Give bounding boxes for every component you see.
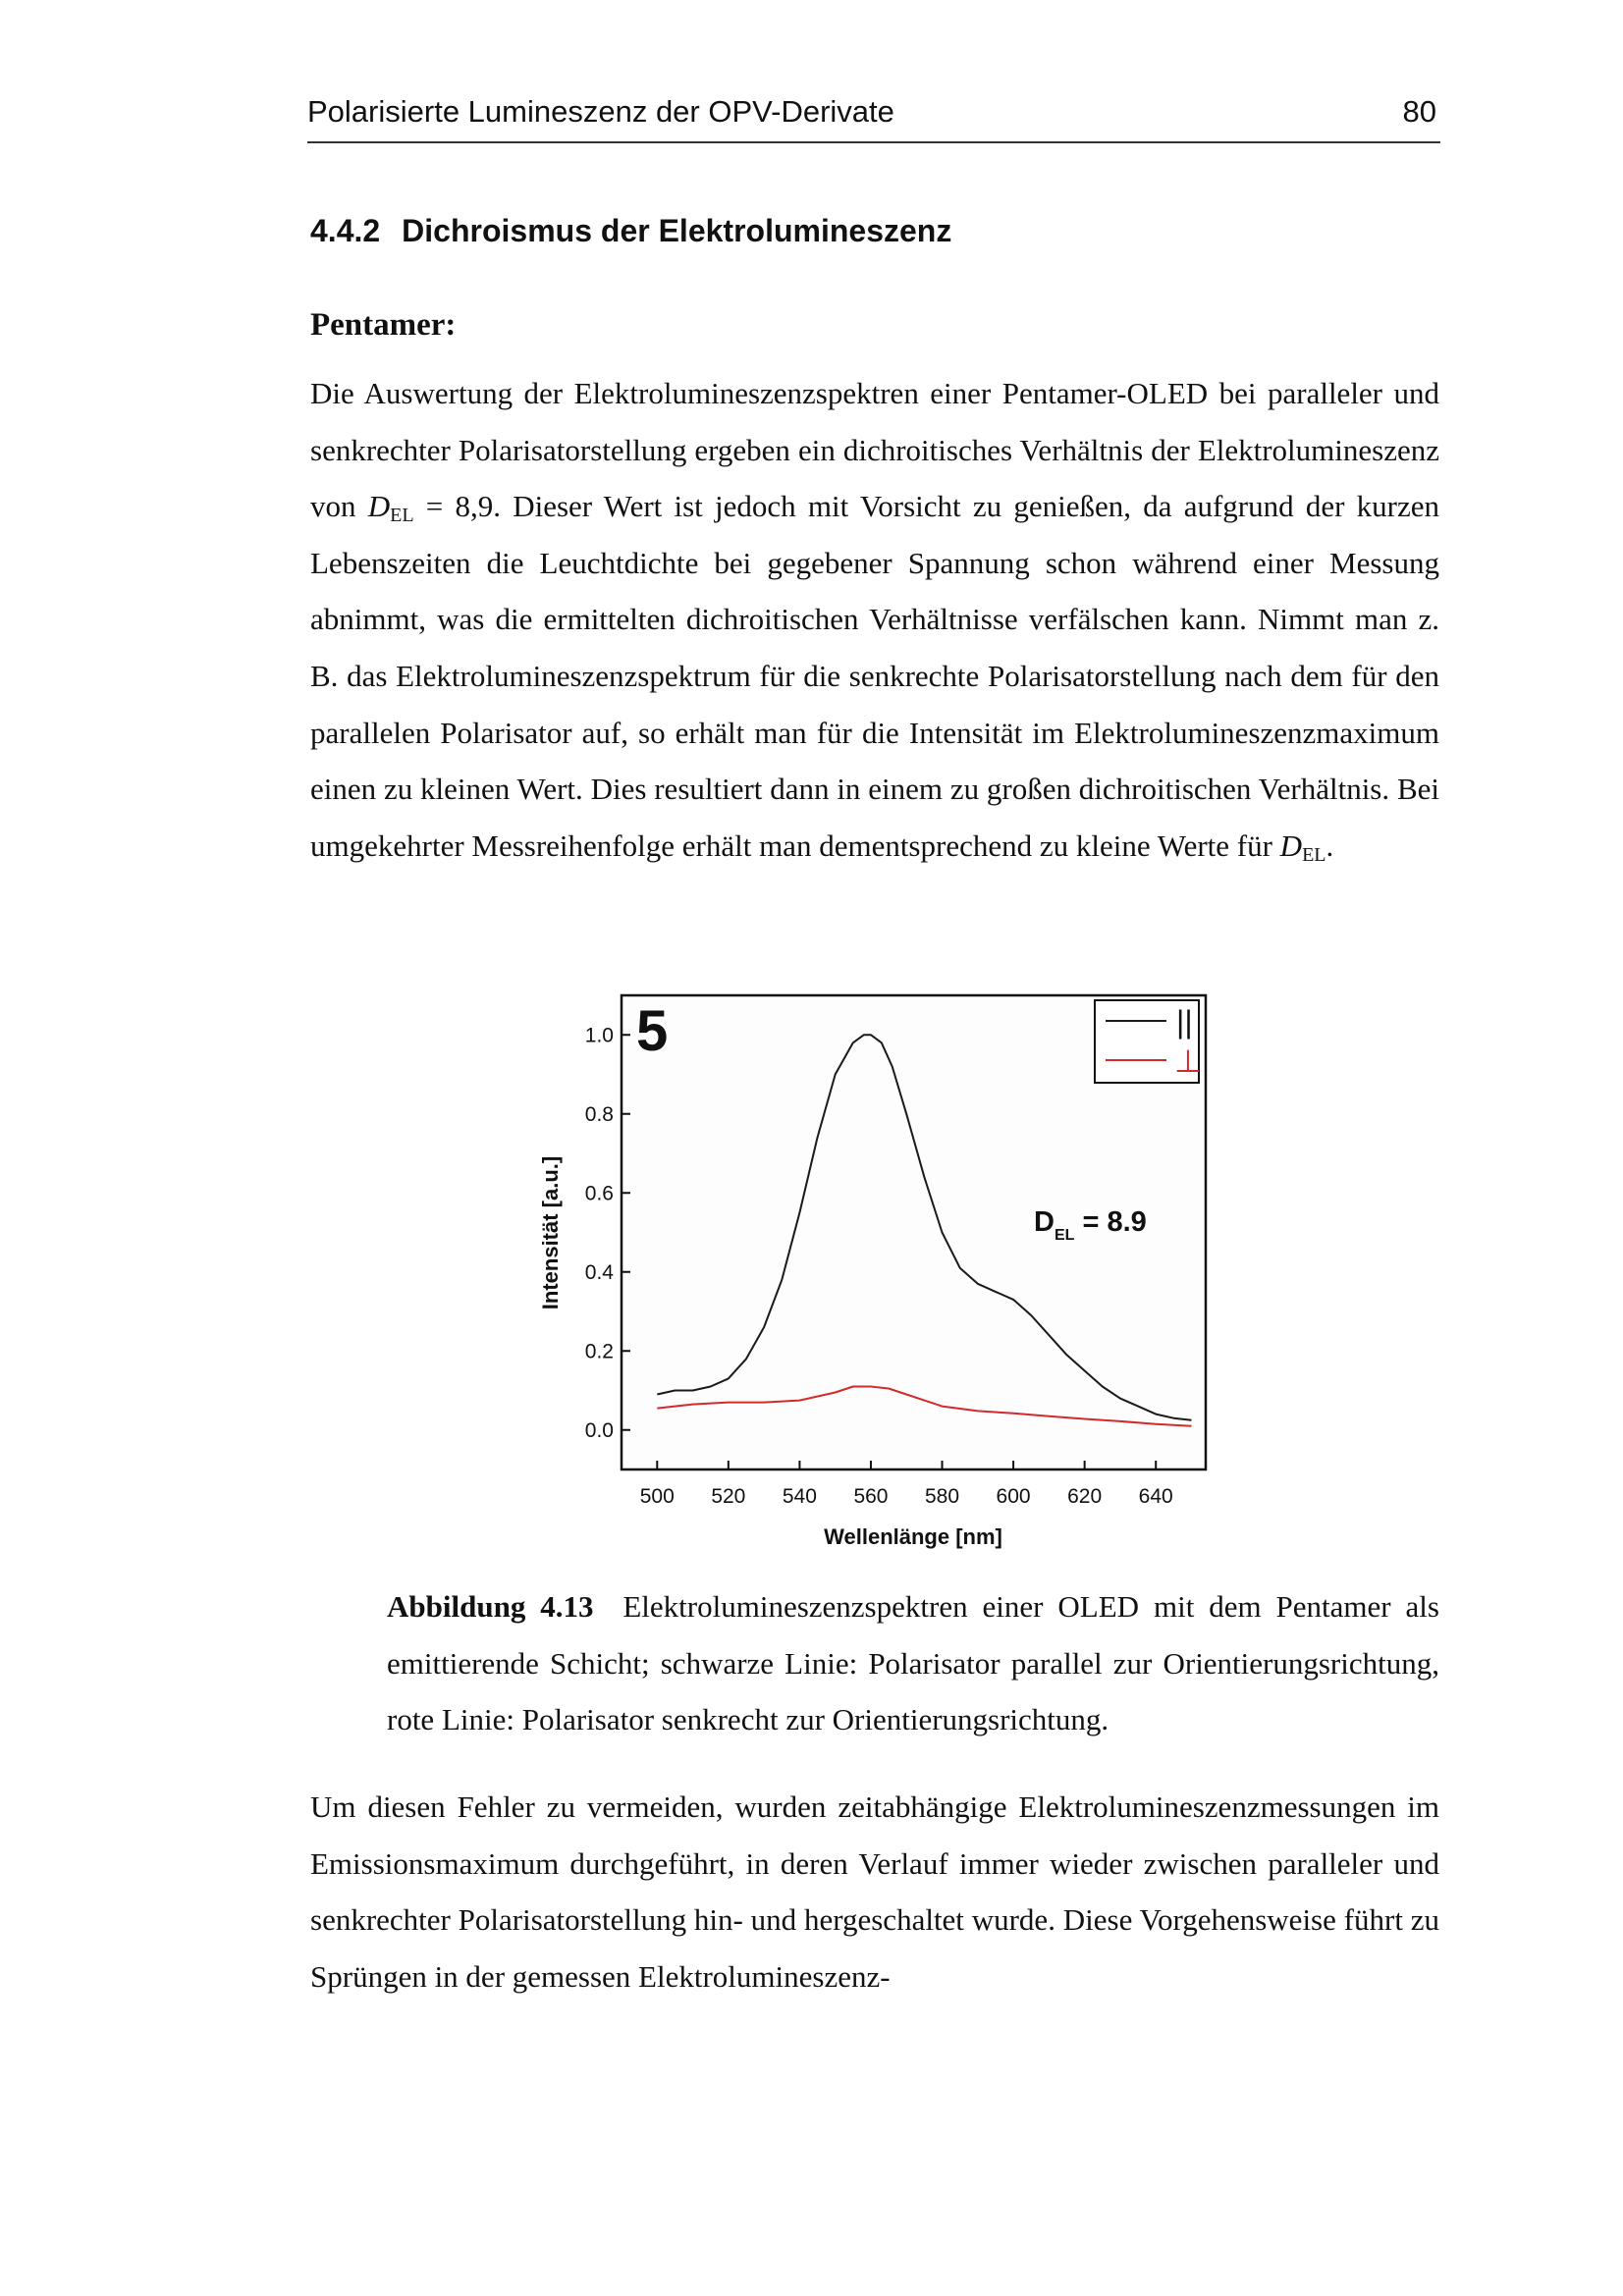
x-axis-label: Wellenlänge [nm] xyxy=(824,1524,1002,1549)
x-tick-label: 580 xyxy=(925,1485,960,1508)
y-axis-label: Intensität [a.u.] xyxy=(538,1155,563,1310)
symbol-d: D xyxy=(367,489,391,524)
page-number: 80 xyxy=(1402,94,1436,129)
paragraph-1-text-b: = 8,9. Dieser Wert ist jedoch mit Vorsicht zu genießen, da aufgrund der kurzen Lebenszeiten die Leuchtdichte bei gegebener Spannung schon während einer Messung abnimmt, was die ermittelten dichroitischen Verhältnisse verfälschen kann. Nimmt man z. B. das Elektrolumineszenzspektrum für die senkrechte Polarisatorstellung nach dem für den parallelen Polarisator auf, so erhält man für die Intensität im Elektrolumineszenzmaximum einen zu kleinen Wert. Dies resultiert dann in einem zu großen dichroitischen Verhältnis. Bei umgekehrter Messreihenfolge erhält man dementsprechend zu kleine Werte für xyxy=(310,489,1439,863)
x-tick-label: 500 xyxy=(639,1485,675,1508)
y-tick-label: 0.4 xyxy=(584,1260,614,1284)
figure-spectrum-chart xyxy=(538,984,1210,1559)
y-tick-label: 0.0 xyxy=(584,1418,614,1442)
legend-label-parallel: || xyxy=(1176,1004,1193,1040)
subheading: Pentamer: xyxy=(310,307,457,343)
legend-label-perpendicular: ⊥ xyxy=(1174,1043,1202,1079)
caption-label: Abbildung 4.13 xyxy=(387,1589,594,1624)
legend xyxy=(1095,1000,1202,1083)
y-tick-label: 0.8 xyxy=(584,1102,614,1126)
y-tick-label: 0.6 xyxy=(584,1182,614,1205)
paragraph-1-text-a: Die Auswertung der Elektrolumineszenzspektren einer Pentamer-OLED bei paralleler und senkrechter Polarisatorstellung ergeben ein dichroitisches Verhältnis der Elektrolumineszenz von xyxy=(310,376,1439,524)
section-heading xyxy=(310,213,951,249)
caption-text: Elektrolumineszenzspektren einer OLED mit dem Pentamer als emittierende Schicht; schwarze Linie: Polarisator parallel zur Orientierungsrichtung, rote Linie: Polarisator senkrecht zur Orientierungsrichtung. xyxy=(387,1589,1439,1737)
x-tick-label: 560 xyxy=(853,1485,889,1508)
figure-caption xyxy=(387,1578,1439,1748)
annotation-sub: EL xyxy=(1054,1227,1075,1244)
x-tick-label: 640 xyxy=(1138,1485,1173,1508)
section-number: 4.4.2 xyxy=(310,213,381,248)
x-tick-label: 540 xyxy=(782,1485,817,1508)
running-header-title: Polarisierte Lumineszenz der OPV-Derivate xyxy=(307,94,894,129)
symbol-d-2: D xyxy=(1279,828,1303,863)
paragraph-2: Um diesen Fehler zu vermeiden, wurden zeitabhängige Elektrolumineszenzmessungen im Emissionsmaximum durchgeführt, in deren Verlauf immer wieder zwischen paralleler und senkrechter Polarisatorstellung hin- und hergeschaltet wurde. Diese Vorgehensweise führt zu Sprüngen in der gemessen Elektrolumineszenz- xyxy=(310,1789,1439,1994)
annotation-d: D xyxy=(1034,1206,1055,1238)
x-tick-label: 520 xyxy=(711,1485,746,1508)
x-tick-label: 620 xyxy=(1067,1485,1103,1508)
symbol-subscript-2: EL xyxy=(1302,843,1326,866)
paragraph-1-end: . xyxy=(1325,828,1334,863)
chart-svg xyxy=(538,984,1210,1559)
section-title: Dichroismus der Elektrolumineszenz xyxy=(402,213,952,248)
y-tick-label: 1.0 xyxy=(584,1024,614,1047)
running-header xyxy=(307,94,1440,143)
x-tick-label: 600 xyxy=(996,1485,1031,1508)
panel-label: 5 xyxy=(636,999,669,1063)
y-tick-label: 0.2 xyxy=(584,1340,614,1363)
symbol-subscript: EL xyxy=(390,505,414,527)
paragraph-1 xyxy=(310,365,1439,874)
annotation-value: = 8.9 xyxy=(1074,1206,1147,1238)
